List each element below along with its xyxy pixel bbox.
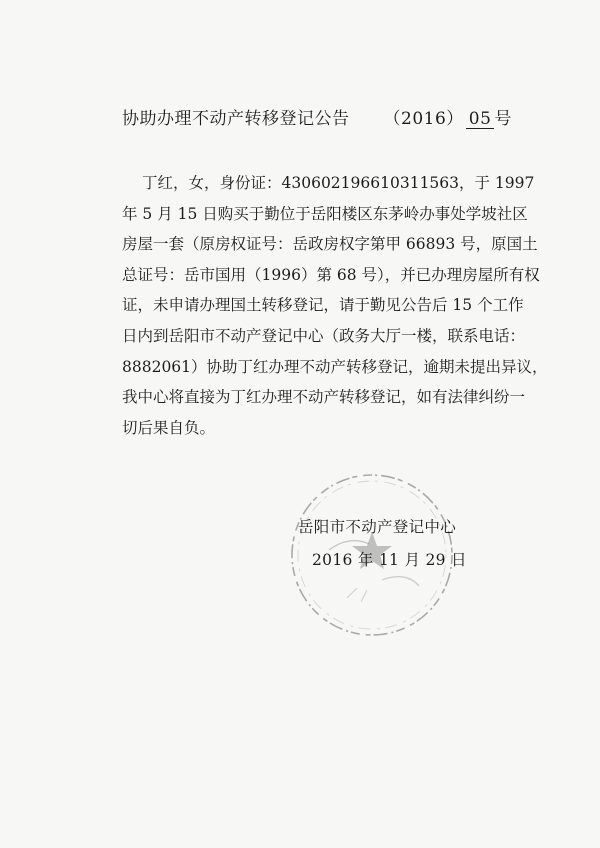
notice-heading [122,104,542,129]
notice-number-suffix: 号 [494,109,512,129]
body-line: 年 5 月 15 日购买于勤位于岳阳楼区东茅岭办事处学坡社区 [122,204,528,223]
body-line: 我中心将直接为丁红办理不动产转移登记，如有法律纠纷一 [122,388,526,407]
notice-year: （2016） [383,109,464,129]
notice-title: 协助办理不动产转移登记公告 [122,109,350,129]
body-line: 房屋一套（原房权证号：岳政房权字第甲 66893 号，原国土 [122,235,538,254]
notice-number: 05 [466,110,495,129]
body-line: 丁红，女，身份证：430602196610311563，于 1997 [142,174,535,192]
body-line: 8882061）协助丁红办理不动产转移登记，逾期未提出异议， [122,357,548,376]
body-line: 切后果自负。 [122,418,216,437]
body-line: 日内到岳阳市不动产登记中心（政务大厅一楼，联系电话： [122,326,526,345]
notice-body [122,168,548,443]
issue-date: 2016 年 11 月 29 日 [312,551,467,569]
issuer-name: 岳阳市不动产登记中心 [298,518,457,536]
body-line: 证，未申请办理国土转移登记，请于勤见公告后 15 个工作 [122,296,524,315]
body-line: 总证号：岳市国用（1996）第 68 号），并已办理房屋所有权 [122,265,540,284]
